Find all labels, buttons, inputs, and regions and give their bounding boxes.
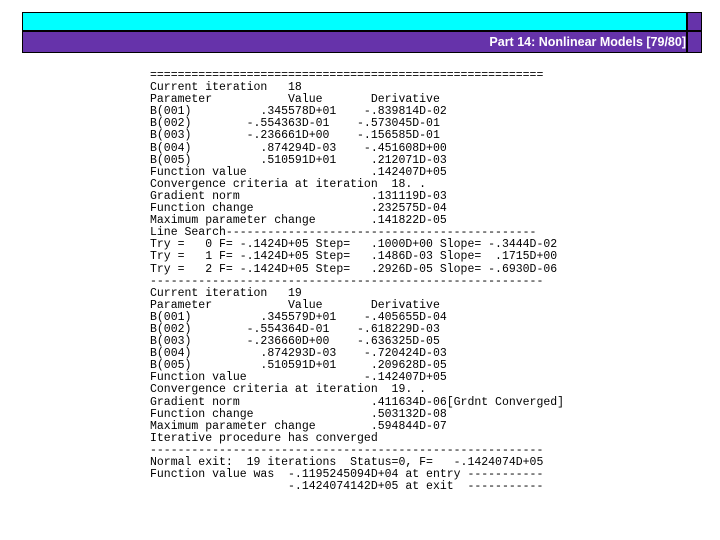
- output-line: Function change .232575D-04: [150, 202, 447, 216]
- output-line: B(004) .874293D-03 -.720424D-03: [150, 347, 447, 361]
- estimation-output: [150, 70, 564, 493]
- output-line: ---------------------------------------------------------: [150, 443, 544, 457]
- output-line: B(001) .345579D+01 -.405655D-04: [150, 310, 447, 324]
- output-line: B(001) .345578D+01 -.839814D-02: [150, 105, 447, 119]
- output-line: B(002) -.554364D-01 -.618229D-03: [150, 322, 440, 336]
- slide-top-bar: [22, 12, 687, 31]
- output-line: Try = 2 F= -.1424D+05 Step= .2926D-05 Slope= -.6930D-06: [150, 262, 558, 276]
- output-line: B(005) .510591D+01 .212071D-03: [150, 153, 447, 167]
- corner-square-top: [687, 12, 702, 31]
- output-line: B(005) .510591D+01 .209628D-05: [150, 359, 447, 373]
- output-line: Gradient norm .411634D-06[Grdnt Converged]: [150, 395, 565, 409]
- output-line: B(004) .874294D-03 -.451608D+00: [150, 141, 447, 155]
- output-line: B(003) -.236661D+00 -.156585D-01: [150, 129, 440, 143]
- output-line: -.1424074142D+05 at exit -----------: [150, 480, 544, 494]
- output-line: Line Search---------------------------------------------: [150, 226, 537, 240]
- output-line: Try = 1 F= -.1424D+05 Step= .1486D-03 Slope= .1715D+00: [150, 250, 558, 264]
- output-line: =========================================================: [150, 69, 544, 82]
- output-line: Parameter Value Derivative: [150, 93, 440, 107]
- output-line: ---------------------------------------------------------: [150, 274, 544, 288]
- output-line: Try = 0 F= -.1424D+05 Step= .1000D+00 Slope= -.3444D-02: [150, 238, 558, 252]
- output-line: Normal exit: 19 iterations Status=0, F= -.1424074D+05: [150, 456, 544, 469]
- output-line: Function value -.142407D+05: [150, 371, 447, 385]
- output-line: B(002) -.554363D-01 -.573045D-01: [150, 117, 440, 131]
- output-line: Parameter Value Derivative: [150, 298, 440, 312]
- output-line: Maximum parameter change .594844D-07: [150, 419, 447, 433]
- output-line: Function value was -.1195245094D+04 at entry -----------: [150, 468, 544, 482]
- output-line: Iterative procedure has converged: [150, 431, 378, 445]
- output-line: Maximum parameter change .141822D-05: [150, 214, 447, 228]
- output-line: B(003) -.236660D+00 -.636325D-05: [150, 335, 440, 349]
- output-line: Current iteration 19: [150, 286, 302, 300]
- output-line: Convergence criteria at iteration 18. .: [150, 177, 427, 191]
- output-line: Current iteration 18: [150, 81, 302, 95]
- output-line: Gradient norm .131119D-03: [150, 189, 447, 203]
- slide-title: Part 14: Nonlinear Models [79/80]: [489, 35, 686, 49]
- output-line: Function value .142407D+05: [150, 165, 447, 179]
- output-line: Convergence criteria at iteration 19. .: [150, 383, 427, 397]
- output-line: Function change .503132D-08: [150, 407, 447, 421]
- corner-square-bottom: [687, 31, 702, 53]
